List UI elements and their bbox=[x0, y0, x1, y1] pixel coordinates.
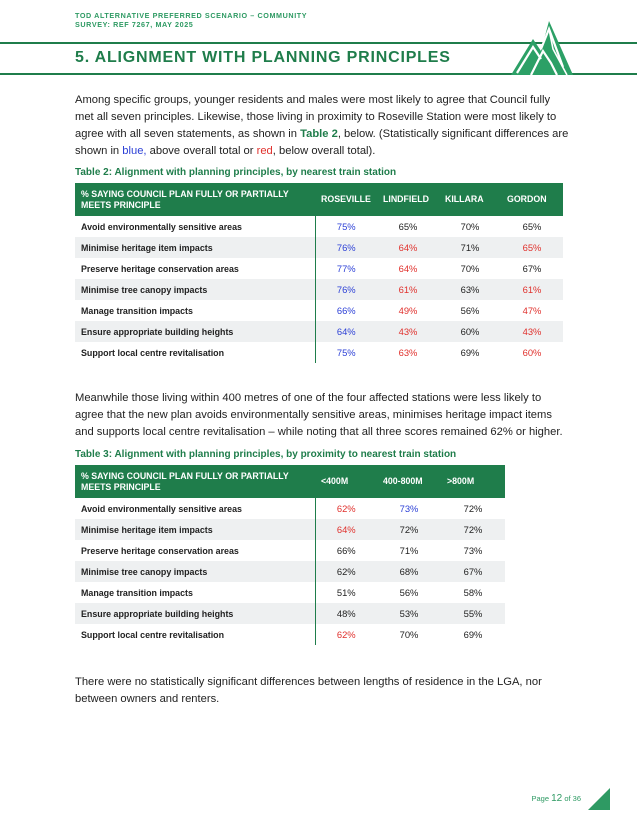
table-3-col-400-800m: 400-800M bbox=[377, 465, 441, 498]
cell-value: 73% bbox=[463, 545, 483, 556]
cell-value: 73% bbox=[399, 503, 419, 514]
row-label: Support local centre revitalisation bbox=[81, 629, 225, 640]
cell-value: 43% bbox=[377, 321, 439, 342]
cell-value: 75% bbox=[315, 216, 377, 237]
cell-value: 66% bbox=[315, 300, 377, 321]
table-row bbox=[75, 582, 505, 603]
closing-paragraph: There were no statistically significant differences between lengths of residence in the LGA, nor between owners and renters. bbox=[75, 676, 542, 705]
cell-value: 48% bbox=[315, 603, 377, 624]
table-row bbox=[75, 237, 563, 258]
corner-triangle-icon bbox=[588, 788, 610, 810]
table-3-col-over-800m: >800M bbox=[441, 465, 505, 498]
table-2 bbox=[75, 183, 563, 363]
table-row bbox=[75, 279, 563, 300]
cell-value: 62% bbox=[315, 498, 377, 519]
cell-value: 76% bbox=[315, 237, 377, 258]
row-label: Avoid environmentally sensitive areas bbox=[81, 503, 242, 514]
blue-legend-word: blue, bbox=[122, 145, 147, 157]
cell-value: 65% bbox=[398, 221, 418, 232]
table-3-col-under-400m: <400M bbox=[315, 465, 377, 498]
cell-value: 72% bbox=[377, 519, 441, 540]
table-2-col-gordon: GORDON bbox=[501, 183, 563, 216]
page-number bbox=[531, 793, 581, 804]
row-label: Ensure appropriate building heights bbox=[75, 321, 315, 342]
table-row bbox=[75, 624, 505, 645]
table-3-header-row bbox=[75, 465, 505, 498]
table-3-caption: Table 3: Alignment with planning principles, by proximity to nearest train station bbox=[75, 449, 457, 460]
cell-value: 61% bbox=[501, 279, 563, 300]
table-2-col-lindfield: LINDFIELD bbox=[377, 183, 439, 216]
intro-text-2: , below. (Statistically significant differences are shown in bbox=[75, 128, 569, 157]
table-row bbox=[75, 300, 563, 321]
cell-value: 58% bbox=[463, 587, 483, 598]
table-row bbox=[75, 321, 563, 342]
table-2-caption: Table 2: Alignment with planning principles, by nearest train station bbox=[75, 167, 397, 178]
cell-value: 51% bbox=[315, 582, 377, 603]
cell-value: 68% bbox=[377, 561, 441, 582]
row-label: Preserve heritage conservation areas bbox=[81, 545, 239, 556]
mountain-logo-icon bbox=[507, 17, 577, 77]
cell-value: 56% bbox=[399, 587, 419, 598]
page-label: Page bbox=[531, 794, 549, 803]
row-label: Minimise heritage item impacts bbox=[75, 237, 315, 258]
cell-value: 67% bbox=[522, 263, 542, 274]
cell-value: 69% bbox=[460, 347, 480, 358]
row-label: Manage transition impacts bbox=[81, 587, 193, 598]
cell-value: 72% bbox=[441, 519, 505, 540]
cell-value: 62% bbox=[315, 624, 377, 645]
section-title: 5. ALIGNMENT WITH PLANNING PRINCIPLES bbox=[75, 49, 451, 66]
table-3-row-header: % SAYING COUNCIL PLAN FULLY OR PARTIALLY MEETS PRINCIPLE bbox=[75, 465, 315, 498]
cell-value: 62% bbox=[315, 561, 377, 582]
cell-value: 66% bbox=[315, 540, 377, 561]
cell-value: 71% bbox=[439, 237, 501, 258]
cell-value: 60% bbox=[522, 347, 542, 358]
intro-text-1: Among specific groups, younger residents and males were most likely to agree that Council fully met all seven principles. Likewise, those living in proximity to Roseville Station were most likely to agree with all seven statements, as shown in bbox=[75, 94, 557, 140]
cell-value: 75% bbox=[315, 342, 377, 363]
proximity-paragraph: Meanwhile those living within 400 metres of one of the four affected stations were less likely to agree that the new plan avoids environmentally sensitive areas, minimises heritage impact items and supports local centre revitalisation – while noting that all three scores remained 62% or higher. bbox=[75, 392, 563, 438]
cell-value: 71% bbox=[399, 545, 419, 556]
table-row bbox=[75, 258, 563, 279]
cell-value: 70% bbox=[460, 263, 480, 274]
cell-value: 77% bbox=[315, 258, 377, 279]
cell-value: 55% bbox=[441, 603, 505, 624]
intro-text-4: , below overall total). bbox=[272, 145, 376, 157]
cell-value: 56% bbox=[460, 305, 480, 316]
table-2-col-roseville: ROSEVILLE bbox=[315, 183, 377, 216]
cell-value: 72% bbox=[463, 503, 483, 514]
table-row bbox=[75, 498, 505, 519]
cell-value: 64% bbox=[315, 321, 377, 342]
red-legend-word: red bbox=[256, 145, 273, 157]
cell-value: 67% bbox=[441, 561, 505, 582]
row-label: Minimise heritage item impacts bbox=[75, 519, 315, 540]
cell-value: 64% bbox=[377, 237, 439, 258]
cell-value: 64% bbox=[315, 519, 377, 540]
table-3 bbox=[75, 465, 506, 645]
cell-value: 43% bbox=[501, 321, 563, 342]
table-row bbox=[75, 540, 505, 561]
report-header-line1: TOD ALTERNATIVE PREFERRED SCENARIO – COMMUNITY bbox=[75, 11, 308, 20]
cell-value: 47% bbox=[522, 305, 542, 316]
table-row bbox=[75, 216, 563, 237]
row-label: Manage transition impacts bbox=[81, 305, 193, 316]
cell-value: 70% bbox=[399, 629, 419, 640]
row-label: Support local centre revitalisation bbox=[81, 347, 225, 358]
page-total: of 36 bbox=[564, 794, 581, 803]
cell-value: 53% bbox=[377, 603, 441, 624]
table-row bbox=[75, 519, 505, 540]
report-header-line2: SURVEY: REF 7267, MAY 2025 bbox=[75, 20, 194, 29]
cell-value: 61% bbox=[377, 279, 439, 300]
row-label: Ensure appropriate building heights bbox=[75, 603, 315, 624]
report-header bbox=[75, 11, 307, 29]
intro-text-3: above overall total or bbox=[146, 145, 257, 157]
table-2-header-row bbox=[75, 183, 563, 216]
row-label: Minimise tree canopy impacts bbox=[75, 279, 315, 300]
table-row bbox=[75, 561, 505, 582]
cell-value: 49% bbox=[398, 305, 418, 316]
intro-paragraph bbox=[75, 92, 570, 160]
cell-value: 76% bbox=[315, 279, 377, 300]
row-label: Avoid environmentally sensitive areas bbox=[81, 221, 242, 232]
table-2-reference: Table 2 bbox=[300, 128, 338, 140]
table-2-row-header: % SAYING COUNCIL PLAN FULLY OR PARTIALLY MEETS PRINCIPLE bbox=[75, 183, 315, 216]
cell-value: 65% bbox=[522, 221, 542, 232]
cell-value: 69% bbox=[463, 629, 483, 640]
cell-value: 65% bbox=[501, 237, 563, 258]
table-2-col-killara: KILLARA bbox=[439, 183, 501, 216]
page-current: 12 bbox=[551, 793, 563, 804]
cell-value: 64% bbox=[398, 263, 418, 274]
cell-value: 63% bbox=[398, 347, 418, 358]
cell-value: 63% bbox=[439, 279, 501, 300]
table-row bbox=[75, 603, 505, 624]
cell-value: 60% bbox=[439, 321, 501, 342]
row-label: Minimise tree canopy impacts bbox=[75, 561, 315, 582]
row-label: Preserve heritage conservation areas bbox=[81, 263, 239, 274]
table-row bbox=[75, 342, 563, 363]
cell-value: 70% bbox=[460, 221, 480, 232]
